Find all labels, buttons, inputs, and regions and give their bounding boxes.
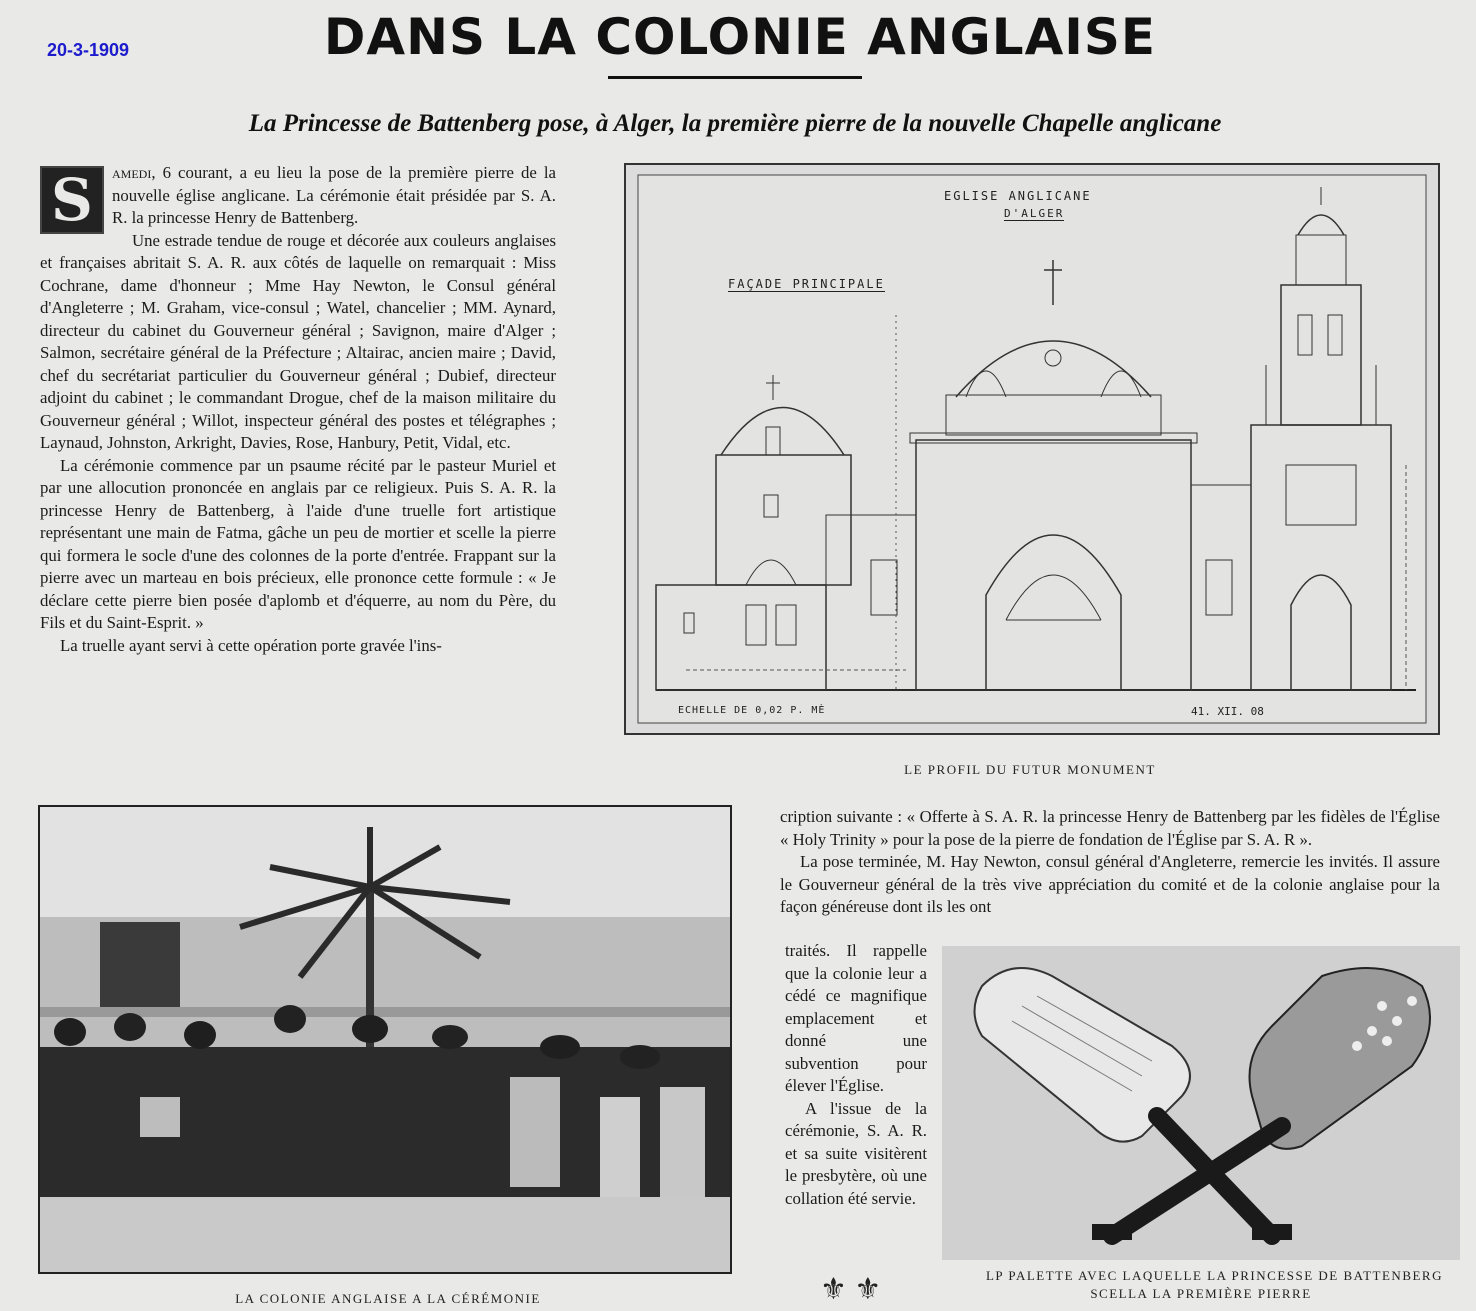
dropcap: S — [40, 166, 104, 234]
title-underline — [608, 76, 862, 79]
drawing-label-facade: FAÇADE PRINCIPALE — [728, 277, 885, 291]
article-paragraph-4: La truelle ayant servi à cette opération porte gravée l'ins- — [60, 635, 442, 655]
architectural-drawing — [624, 163, 1440, 735]
drawing-label-city: D'ALGER — [1004, 207, 1065, 220]
trowel-caption-line1: LP PALETTE AVEC LAQUELLE LA PRINCESSE DE BATTENBERG — [985, 1268, 1443, 1283]
date-stamp: 20-3-1909 — [47, 40, 130, 60]
article-paragraph-5: cription suivante : « Offerte à S. A. R. la princesse Henry de Battenberg par les fidèles de l'Église « Holy Trinity » pour la pose de la pierre de fondation de l'Église par S. A. R ». — [780, 807, 1440, 849]
article-paragraph-6: La pose terminée, M. Hay Newton, consul général d'Angleterre, remercie les invités. Il assure le Gouverneur général de la très vive appréciation du comité et de la colonie anglaise pour la façon généreuse dont ils les ont — [780, 852, 1440, 916]
trowel-image-drawing — [942, 946, 1460, 1260]
article-paragraph-7: traités. Il rappelle que la colonie leur a cédé ce magnifique emplacement et donné une subvention pour élever l'Église. — [785, 941, 927, 1095]
trowel-caption-line2: SCELLA LA PREMIÈRE PIERRE — [1090, 1286, 1312, 1301]
lead-word: amedi — [112, 163, 152, 182]
page-title: DANS LA COLONIE ANGLAISE — [323, 8, 1157, 66]
article-column-left — [40, 162, 556, 782]
article-column-right-narrow — [785, 940, 927, 1210]
trowel-image — [942, 946, 1460, 1260]
paragraph-1-text: , 6 courant, a eu lieu la pose de la première pierre de la nouvelle église anglicane. La cérémonie était présidée par S. A. R. la princesse Henry de Battenberg. — [112, 163, 556, 227]
drawing-label-church: EGLISE ANGLICANE — [944, 189, 1092, 203]
article-paragraph-3: La cérémonie commence par un psaume récité par le pasteur Muriel et par une allocution prononcée en anglais par ce religieux. Puis S. A. R. la princesse Henry de Battenberg, à l'aide d'une truelle fort artistique représentant une main de Fatma, gâche un peu de mortier et scelle la pierre qui formera le socle d'une des colonnes de la porte d'entrée. Frappant sur la pierre avec un marteau en bois précieux, elle prononce cette formule : « Je déclare cette pierre bien posée d'aplomb et d'équerre, au nom du Père, du Fils et du Saint-Esprit. » — [40, 455, 556, 632]
church-elevation-drawing — [626, 165, 1438, 733]
drawing-scale: ECHELLE DE 0,02 P. MÈ — [678, 705, 826, 716]
article-paragraph-1 — [40, 162, 556, 230]
article-paragraph-8: A l'issue de la cérémonie, S. A. R. et sa suite visitèrent le presbytère, où une collation été servie. — [785, 1098, 927, 1208]
fleuron-ornament: ⚜ ⚜ — [820, 1273, 882, 1306]
page-subtitle: La Princesse de Battenberg pose, à Alger, la première pierre de la nouvelle Chapelle anglicane — [248, 110, 1222, 137]
drawing-caption: LE PROFIL DU FUTUR MONUMENT — [904, 762, 1156, 777]
photo-caption: LA COLONIE ANGLAISE A LA CÉRÉMONIE — [235, 1291, 541, 1306]
article-paragraph-2: Une estrade tendue de rouge et décorée aux couleurs anglaises et françaises abritait S. A. R. aux côtés de laquelle on remarquait : Miss Cochrane, dame d'honneur ; Mme Hay Newton, le Consul général d'Angleterre ; M. Graham, vice-consul ; Watel, chancelier ; MM. Aynard, directeur du cabinet du Gouverneur général ; Savignon, maire d'Alger ; Salmon, secrétaire général de la Préfecture ; Altairac, ancien maire ; David, chef du secrétariat particulier du Gouverneur général ; Dubief, directeur adjoint du cabinet ; le commandant Drogue, chef de la maison militaire du Gouverneur général ; Willot, inspecteur général des postes et télégraphes ; Laynaud, Johnston, Arkright, Davies, Rose, Hanbury, Petit, Vidal, etc. — [40, 230, 556, 452]
ceremony-photo — [38, 805, 732, 1274]
article-column-right-top — [780, 806, 1440, 919]
drawing-date-mark: 41. XII. 08 — [1191, 705, 1264, 718]
ceremony-photo-image — [40, 807, 730, 1272]
